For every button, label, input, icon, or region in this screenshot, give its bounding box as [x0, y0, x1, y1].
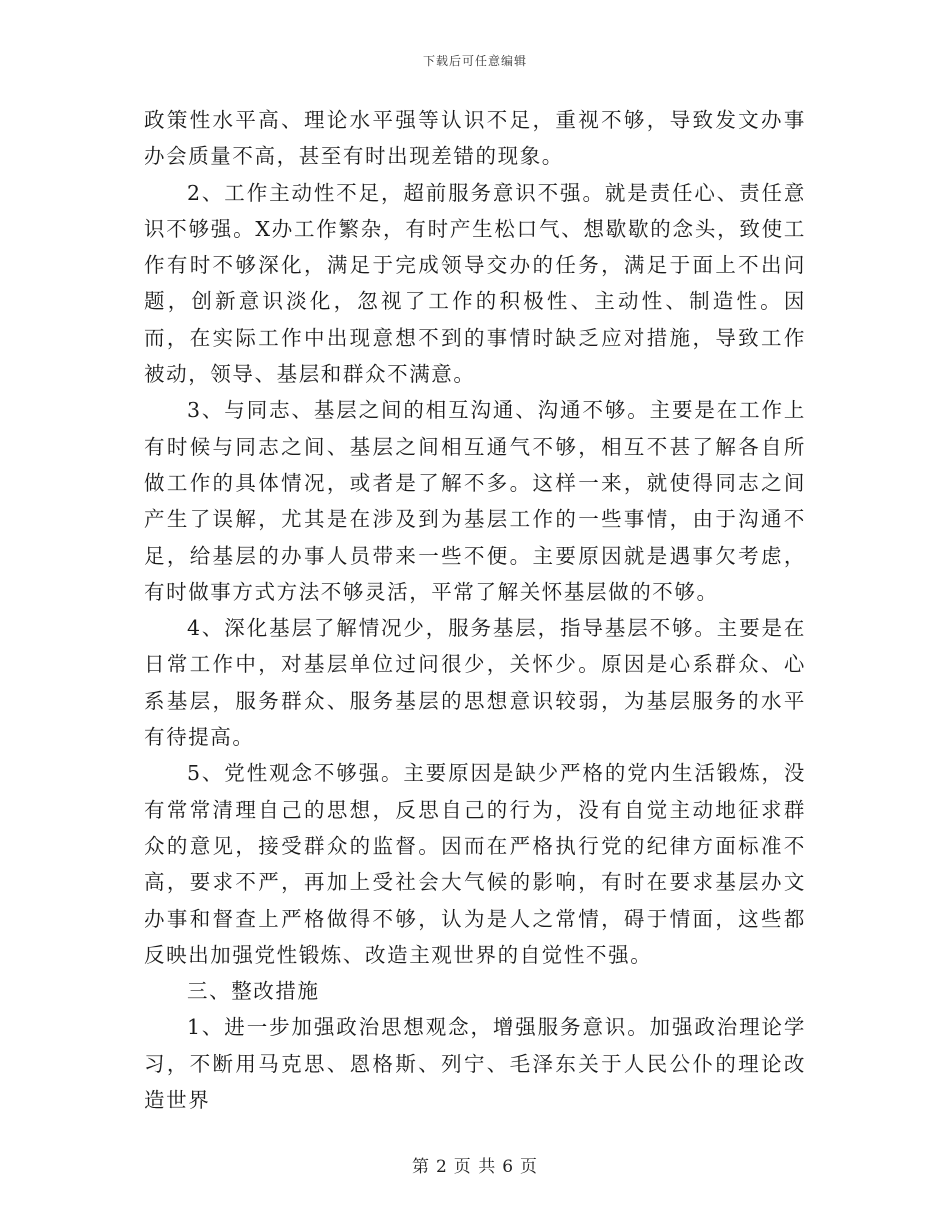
footer-suffix: 页: [520, 1157, 539, 1177]
page-footer: [0, 1152, 950, 1177]
document-body: [144, 102, 806, 1118]
current-page-number: 2: [435, 1157, 448, 1177]
footer-middle: 页 共: [453, 1157, 497, 1177]
paragraph-measure-1: 1、进一步加强政治思想观念，增强服务意识。加强政治理论学习，不断用马克思、恩格斯、列宁、毛泽东关于人民公仆的理论改造世界: [144, 1015, 806, 1113]
page-header: 下载后可任意编辑: [422, 54, 527, 68]
paragraph-item-2: 2、工作主动性不足，超前服务意识不强。就是责任心、责任意识不够强。X办工作繁杂，有时产生松口气、想歇歇的念头，致使工作有时不够深化，满足于完成领导交办的任务，满足于面上不出问题，创新意识淡化，忽视了工作的积极性、主动性、制造性。因而，在实际工作中出现意想不到的事情时缺乏应对措施，导致工作被动，领导、基层和群众不满意。: [144, 180, 806, 387]
total-page-number: 6: [502, 1157, 515, 1177]
paragraph-item-5: 5、党性观念不够强。主要原因是缺少严格的党内生活锻炼，没有常常清理自己的思想，反思自己的行为，没有自觉主动地征求群众的意见，接受群众的监督。因而在严格执行党的纪律方面标准不高，要求不严，再加上受社会大气候的影响，有时在要求基层办文办事和督查上严格做得不够，认为是人之常情，碍于情面，这些都反映出加强党性锻炼、改造主观世界的自觉性不强。: [144, 761, 806, 967]
section-heading: 三、整改措施: [187, 979, 320, 1004]
paragraph-item-4: 4、深化基层了解情况少，服务基层，指导基层不够。主要是在日常工作中，对基层单位过问很少，关怀少。原因是心系群众、心系基层，服务群众、服务基层的思想意识较弱，为基层服务的水平有待提高。: [144, 616, 806, 750]
footer-prefix: 第: [411, 1157, 430, 1177]
paragraph-item-3: 3、与同志、基层之间的相互沟通、沟通不够。主要是在工作上有时候与同志之间、基层之间相互通气不够，相互不甚了解各自所做工作的具体情况，或者是了解不多。这样一来，就使得同志之间产生了误解，尤其是在涉及到为基层工作的一些事情，由于沟通不足，给基层的办事人员带来一些不便。主要原因就是遇事欠考虑，有时做事方式方法不够灵活，平常了解关怀基层做的不够。: [144, 398, 806, 604]
paragraph-continuation: 政策性水平高、理论水平强等认识不足，重视不够，导致发文办事办会质量不高，甚至有时出现差错的现象。: [144, 108, 806, 169]
